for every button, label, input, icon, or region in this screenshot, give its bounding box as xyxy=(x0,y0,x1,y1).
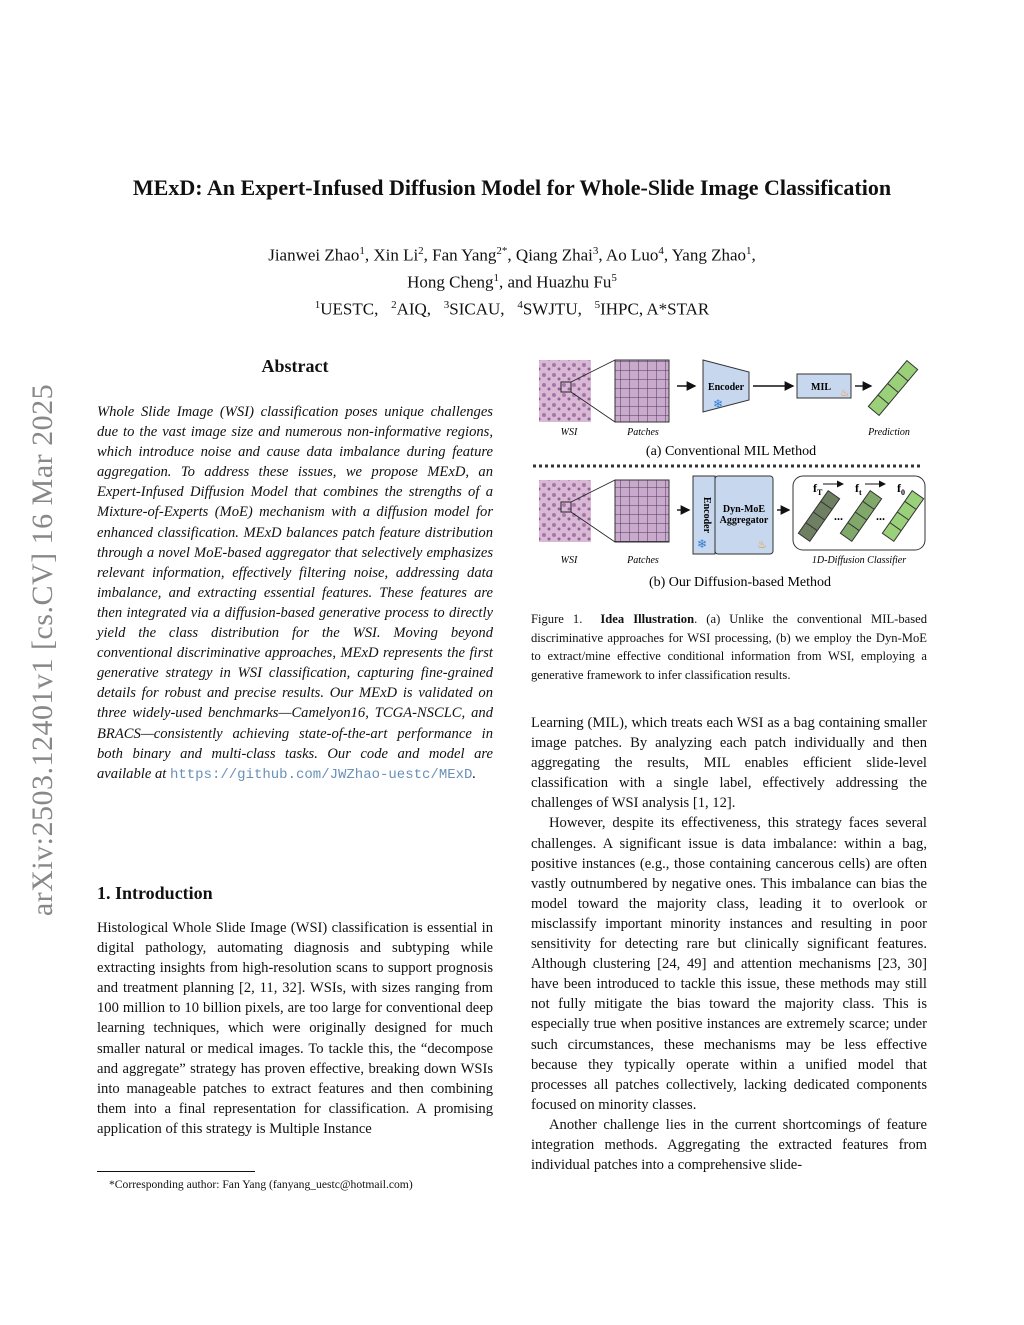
footnote-rule xyxy=(97,1171,255,1172)
svg-text:MIL: MIL xyxy=(811,382,831,393)
svg-text:Aggregator: Aggregator xyxy=(719,515,769,526)
author-line-1: Jianwei Zhao$^1$, Xin Li$^2$, Fan Yang$^{2*}$, Qiang Zhai$^3$, Ao Luo$^4$, Yang Zhao$^1$, xyxy=(268,245,756,265)
abstract-heading: Abstract xyxy=(261,356,329,376)
wsi-image-b xyxy=(539,480,591,542)
patches-grid-a xyxy=(615,360,669,422)
wsi-image-a xyxy=(539,360,591,422)
svg-text:1D-Diffusion Classifier: 1D-Diffusion Classifier xyxy=(811,555,907,566)
code-link[interactable]: https://github.com/JWZhao-uestc/MExD xyxy=(169,766,473,783)
figure-1-caption: Figure 1. Idea Illustration. (a) Unlike the conventional MIL-based discriminative approaches for WSI processing, (b) we employ the Dyn-MoE to extract/mine effective conditional information from WSI, employing a generative framework to infer classification results. xyxy=(531,612,928,682)
svg-text:...: ... xyxy=(876,509,885,523)
svg-text:Dyn-MoE: Dyn-MoE xyxy=(722,504,766,515)
right-column-text xyxy=(531,713,927,1175)
abstract-text: Whole Slide Image (WSI) classification poses unique challenges due to the vast image size and numerous non-informative regions, which introduce noise and cause data imbalance during feature aggregation. To address these issues, we propose MExD, an Expert-Infused Diffusion Model that combines the strengths of a Mixture-of-Experts (MoE) mechanism with a diffusion model for enhanced classification. MExD balances patch feature distribution through a novel MoE-based aggregator that selectively emphasizes relevant information, effectively filtering noise, addressing data imbalance, and extracting essential features. These features are then integrated via a diffusion-based generative process to directly yield the class distribution for the WSI. Moving beyond conventional discriminative approaches, MExD represents the first generative strategy in WSI classification, capturing fine-grained details for robust and precise results. Our MExD is validated on three widely-used benchmarks—Camelyon16, TCGA-NSCLC, and BRACS—consistently achieving state-of-the-art performance in both binary and multi-class tasks. Our code and model are available at https://github.com/JWZhao-uestc/MExD. xyxy=(97,404,493,783)
arxiv-identifier: arXiv:2503.12401v1 [cs.CV] 16 Mar 2025 xyxy=(26,383,59,917)
svg-text:Prediction: Prediction xyxy=(868,427,910,438)
label-f-0: $f_0$ xyxy=(897,481,905,497)
footnote: *Corresponding author: Fan Yang (fanyang_uestc@hotmail.com) xyxy=(109,1178,413,1191)
svg-text:WSI: WSI xyxy=(560,555,578,566)
panel-b-caption: (b) Our Diffusion-based Method xyxy=(648,575,832,590)
label-f-t: $f_t$ xyxy=(855,481,862,497)
right-paragraph-2: However, despite its effectiveness, this strategy faces several challenges. A significant issue is data imbalance: within a bag, positive instances (e.g., those containing cancerous cells) are often vastly outnumbered by negative ones. This imbalance can bias the model toward the majority class, leading it to overlook or misclassify important minority instances and resulting in poor sensitivity for detecting rare but clinically significant features. Although clustering [24, 49] and attention mechanisms [23, 30] have been introduced to tackle this issue, these methods may still not fully mitigate the bias toward the majority class. This is especially true when positive instances are extremely scarce; under such circumstances, these mechanisms may be less effective because they typically operate within a unified model that processes all patches collectively, lacking dedicated components focused on minority classes. xyxy=(531,815,927,1113)
panel-a-caption: (a) Conventional MIL Method xyxy=(645,444,817,459)
patches-grid-b xyxy=(615,480,669,542)
svg-text:Patches: Patches xyxy=(627,427,659,438)
section-heading-introduction: 1. Introduction xyxy=(97,883,213,903)
clean-bar-f0 xyxy=(882,491,923,542)
svg-text:Encoder: Encoder xyxy=(707,382,745,393)
figure-1 xyxy=(531,352,931,597)
affiliations: $^1$UESTC, $^2$AIQ, $^3$SICAU, $^4$SWJTU, $^5$IHPC, A*STAR xyxy=(314,299,710,319)
label-f-T: $f_T$ xyxy=(813,481,823,497)
snowflake-icon: ❄ xyxy=(697,537,708,551)
right-paragraph-1: Learning (MIL), which treats each WSI as a bag containing smaller image patches. By analyzing each patch individually and then aggregating the results, MIL enables efficient slide-level classification with a single label, effectively addressing the challenges of WSI analysis [1, 12]. xyxy=(531,715,927,812)
svg-text:Patches: Patches xyxy=(627,555,659,566)
author-block xyxy=(0,240,1024,321)
fire-icon: ♨ xyxy=(757,539,767,551)
intro-paragraph: Histological Whole Slide Image (WSI) classification is essential in digital pathology, automating diagnosis and subtyping while extracting insights from high-resolution scans to support prognosis and treatment planning [2, 11, 32]. WSIs, with sizes ranging from 100 million to 10 billion pixels, are too large for conventional deep learning techniques, which were originally designed for much smaller natural or medical images. To tackle this, the “decompose and aggregate” strategy has proven effective, breaking down WSIs into manageable patches to extract features and then combining them into a final representation for classification. A promising application of this strategy is Multiple Instance xyxy=(97,920,493,1137)
fire-icon: ♨ xyxy=(840,388,849,399)
right-paragraph-3: Another challenge lies in the current shortcomings of feature integration methods. Aggregating the extracted features from individual patches into a comprehensive slide- xyxy=(531,1116,927,1174)
prediction-bar xyxy=(868,361,917,416)
svg-text:Encoder: Encoder xyxy=(701,496,712,534)
snowflake-icon: ❄ xyxy=(713,397,724,411)
svg-text:WSI: WSI xyxy=(560,427,578,438)
author-line-2: Hong Cheng$^1$, and Huazhu Fu$^5$ xyxy=(407,272,617,292)
svg-text:...: ... xyxy=(834,509,843,523)
paper-title: MExD: An Expert-Infused Diffusion Model for Whole-Slide Image Classification xyxy=(132,175,892,200)
